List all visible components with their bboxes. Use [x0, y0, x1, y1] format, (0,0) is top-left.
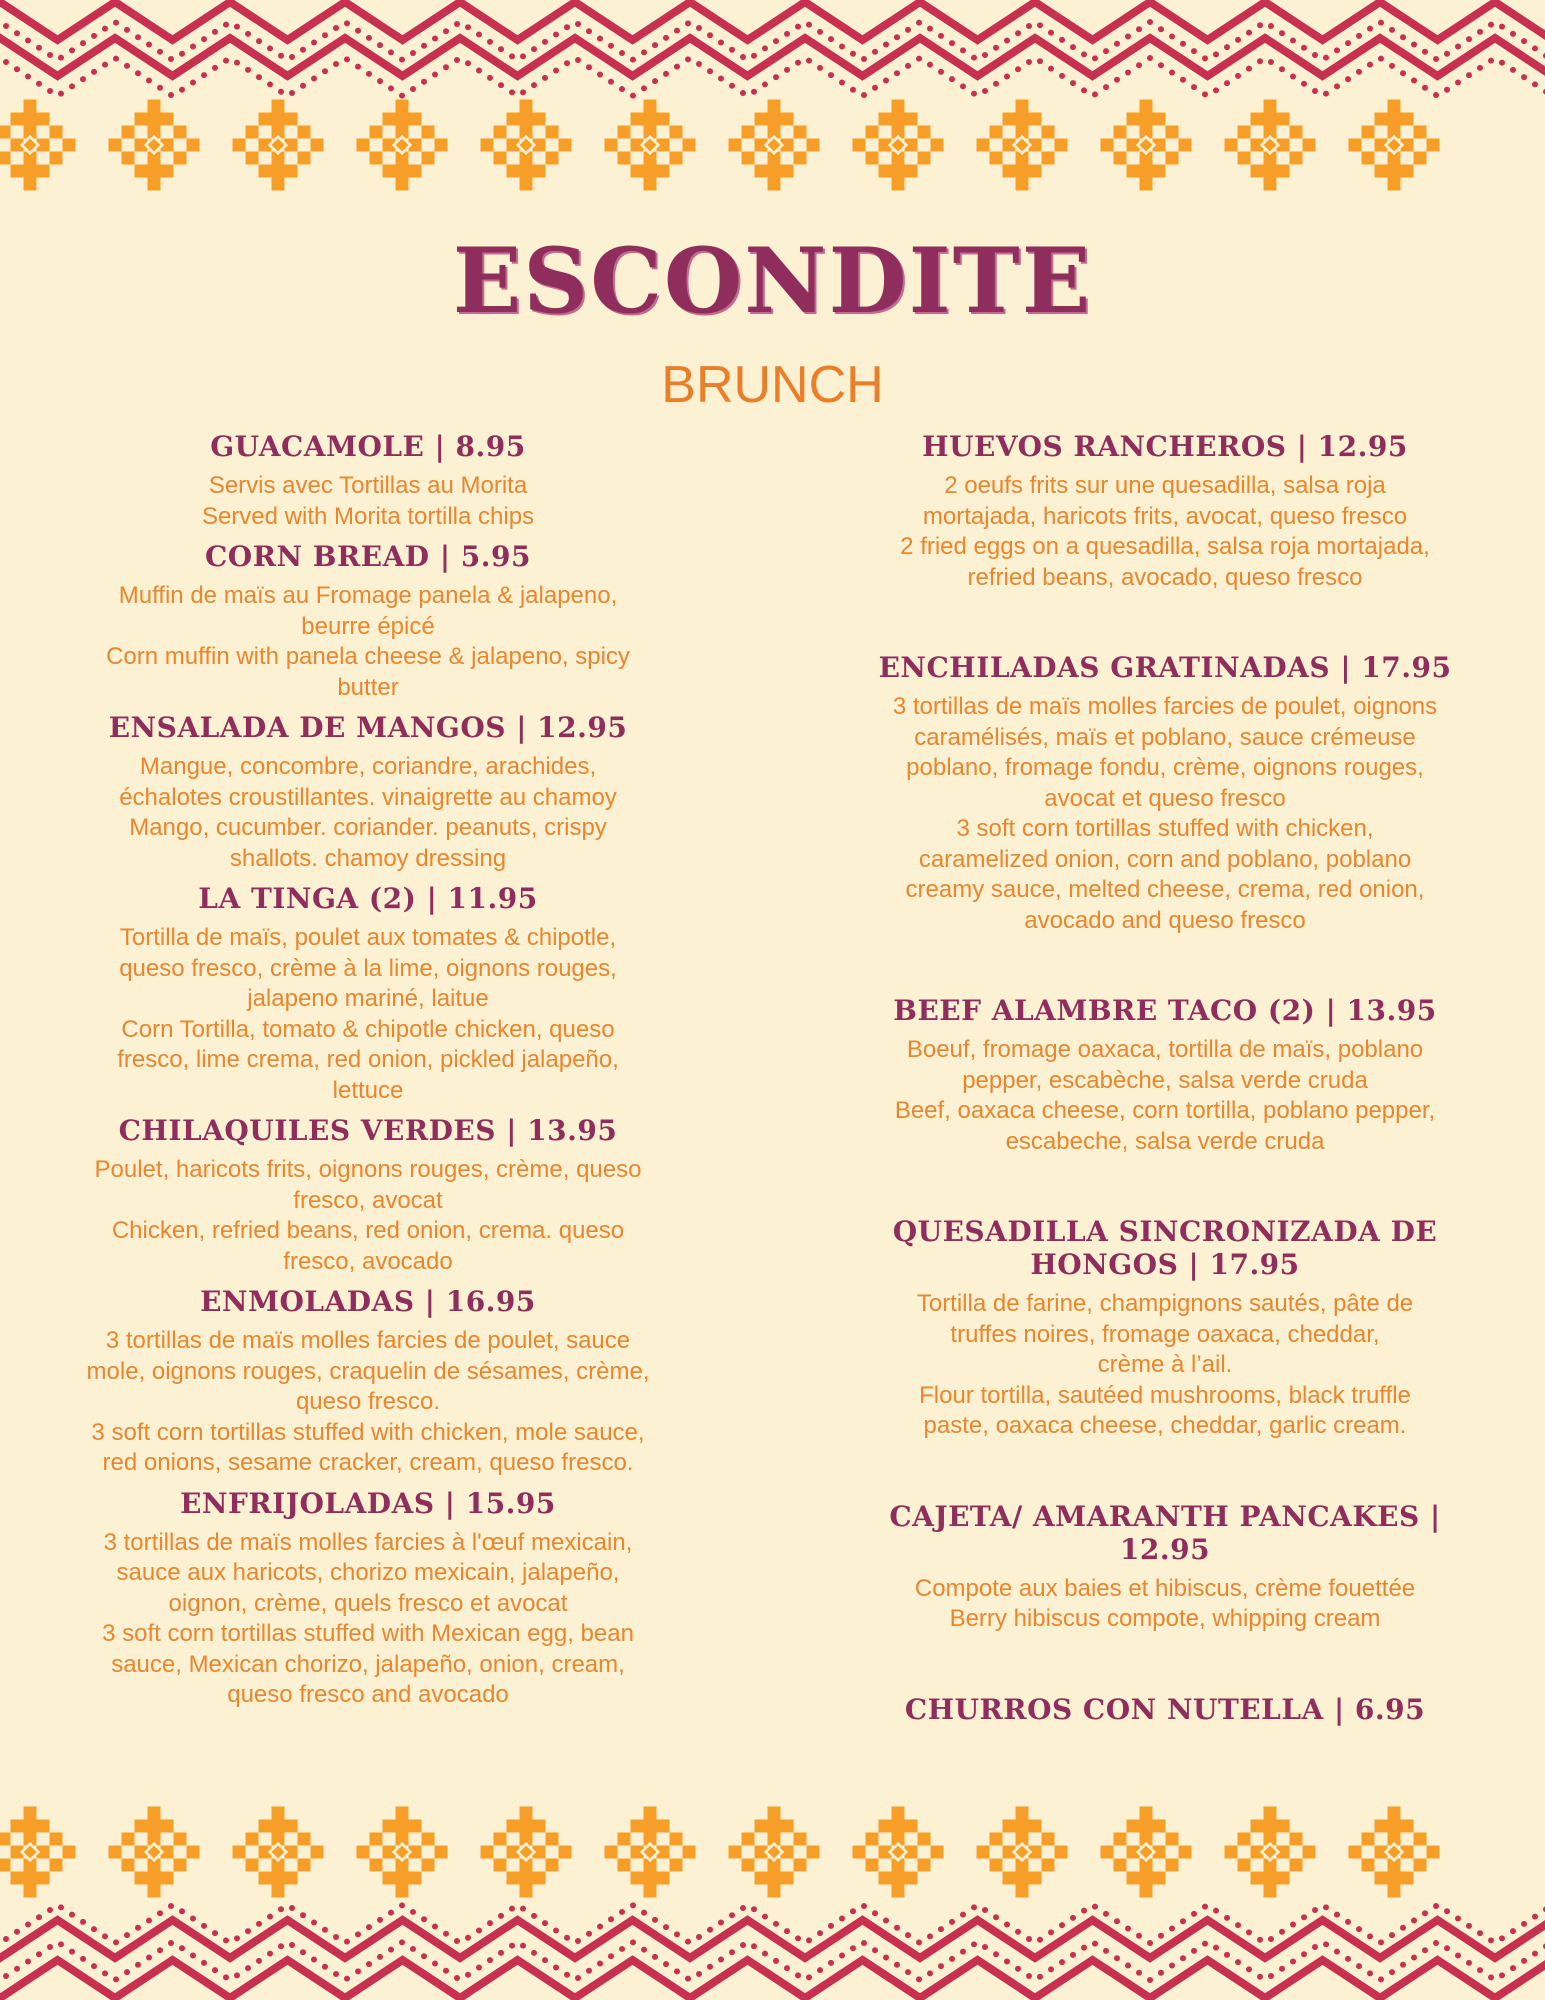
- menu-item-enfrijoladas: [68, 1487, 668, 1711]
- item-name: GUACAMOLE | 8.95: [210, 430, 526, 463]
- diamond-motif: [729, 1807, 820, 1898]
- item-name: CAJETA/ AMARANTH PANCAKES | 12.95: [889, 1499, 1441, 1566]
- item-description: 2 oeufs frits sur une quesadilla, salsa roja mortajada, haricots frits, avocat, queso fresco 2 fried eggs on a quesadilla, salsa roja mortajada, refried beans, avocado, queso fresco: [900, 472, 1430, 591]
- diamond-motif: [605, 100, 696, 191]
- menu-item-guacamole: [68, 430, 668, 532]
- item-description: Boeuf, fromage oaxaca, tortilla de maïs, poblano pepper, escabèche, salsa verde cruda Beef, oaxaca cheese, corn tortilla, poblano pepper, escabeche, salsa verde cruda: [894, 1036, 1436, 1155]
- menu-item-beef-alambre-taco: [865, 994, 1465, 1157]
- item-description: Mangue, concombre, coriandre, arachides, échalotes croustillantes. vinaigrette au chamoy Mango, cucumber. coriander. peanuts, crispy shallots. chamoy dressing: [119, 753, 617, 872]
- item-description: Tortilla de farine, champignons sautés, pâte de truffes noires, fromage oaxaca, cheddar, crème à l’ail. Flour tortilla, sautéed mushrooms, black truffle paste, oaxaca cheese, cheddar, garlic cream.: [916, 1290, 1414, 1439]
- diamond-motif: [481, 100, 572, 191]
- restaurant-name: ESCONDITE: [452, 228, 1093, 334]
- menu-column-left: [68, 430, 668, 1711]
- diamond-motif: [977, 100, 1068, 191]
- diamond-motif: [605, 1807, 696, 1898]
- diamond-motif: [1349, 100, 1440, 191]
- diamond-motif: [1225, 100, 1316, 191]
- diamond-motif: [233, 1807, 324, 1898]
- item-name: LA TINGA (2) | 11.95: [198, 882, 538, 915]
- diamond-motif: [109, 1807, 200, 1898]
- item-description: Poulet, haricots frits, oignons rouges, crème, queso fresco, avocat Chicken, refried beans, red onion, crema. queso fresco, avocado: [94, 1156, 642, 1275]
- diamond-motif: [1349, 1807, 1440, 1898]
- item-description: Tortilla de maïs, poulet aux tomates & chipotle, queso fresco, crème à la lime, oignons rouges, jalapeno mariné, laitue Corn Tortilla, tomato & chipotle chicken, queso fresco, lime crema, red onion, pickled jalapeño, lettuce: [117, 924, 619, 1104]
- diamond-motif: [109, 100, 200, 191]
- menu-item-enchiladas-gratinadas: [865, 651, 1465, 936]
- menu-item-chilaquiles-verdes: [68, 1114, 668, 1277]
- diamond-motif: [1225, 1807, 1316, 1898]
- menu-item-churros-con-nutella: [865, 1693, 1465, 1726]
- item-name: CHURROS CON NUTELLA | 6.95: [904, 1692, 1426, 1726]
- diamond-motif: [357, 1807, 448, 1898]
- item-name: ENFRIJOLADAS | 15.95: [180, 1486, 556, 1520]
- decorative-border-bottom: [0, 1800, 1545, 2000]
- diamond-motif: [0, 100, 76, 191]
- menu-subtitle: BRUNCH: [661, 356, 884, 414]
- diamond-motif: [0, 1807, 76, 1898]
- item-description: 3 tortillas de maïs molles farcies de poulet, oignons caramélisés, maïs et poblano, sauce crémeuse poblano, fromage fondu, crème, oignons rouges, avocat et queso fresco 3 soft corn tortillas stuffed with chicken, caramelized onion, corn and poblano, poblano creamy sauce, melted cheese, crema, red onion, avocado and queso fresco: [892, 693, 1438, 934]
- diamond-motif: [729, 100, 820, 191]
- diamond-motif: [1101, 100, 1192, 191]
- diamond-motif: [1101, 1807, 1192, 1898]
- diamond-motif: [481, 1807, 572, 1898]
- diamond-motif: [233, 100, 324, 191]
- diamond-motif: [853, 100, 944, 191]
- item-name: CHILAQUILES VERDES | 13.95: [118, 1114, 618, 1147]
- menu-item-cajeta-pancakes: [865, 1500, 1465, 1635]
- item-description: Muffin de maïs au Fromage panela & jalapeno, beurre épicé Corn muffin with panela cheese & jalapeno, spicy butter: [106, 582, 630, 701]
- menu-item-corn-bread: [68, 540, 668, 703]
- menu-item-quesadilla-sincronizada: [865, 1215, 1465, 1442]
- menu-item-ensalada-de-mangos: [68, 711, 668, 874]
- item-name: ENMOLADAS | 16.95: [200, 1285, 536, 1318]
- item-name: ENCHILADAS GRATINADAS | 17.95: [878, 651, 1452, 684]
- menu-column-right: [865, 430, 1465, 1726]
- diamond-motif: [977, 1807, 1068, 1898]
- item-name: ENSALADA DE MANGOS | 12.95: [108, 711, 628, 744]
- item-description: Servis avec Tortillas au Morita Served with Morita tortilla chips: [201, 472, 535, 530]
- item-description: Compote aux baies et hibiscus, crème fouettée Berry hibiscus compote, whipping cream: [914, 1574, 1416, 1632]
- decorative-border-top: [0, 0, 1545, 215]
- menu-item-enmoladas: [68, 1285, 668, 1479]
- item-description: 3 tortillas de maïs molles farcies de poulet, sauce mole, oignons rouges, craquelin de sésames, crème, queso fresco. 3 soft corn tortillas stuffed with chicken, mole sauce, red onions, sesame cracker, cream, queso fresco.: [86, 1327, 650, 1476]
- diamond-motif: [853, 1807, 944, 1898]
- item-name: CORN BREAD | 5.95: [205, 540, 531, 573]
- item-description: 3 tortillas de maïs molles farcies à l'œuf mexicain, sauce aux haricots, chorizo mexicain, jalapeño, oignon, crème, quels fresco et avocat 3 soft corn tortillas stuffed with Mexican egg, bean sauce, Mexican chorizo, jalapeño, onion, cream, queso fresco and avocado: [102, 1528, 634, 1708]
- item-name: BEEF ALAMBRE TACO (2) | 13.95: [893, 994, 1437, 1027]
- item-name: HUEVOS RANCHEROS | 12.95: [922, 430, 1408, 463]
- menu-item-la-tinga: [68, 882, 668, 1106]
- diamond-motif: [357, 100, 448, 191]
- menu-item-huevos-rancheros: [865, 430, 1465, 593]
- item-name: QUESADILLA SINCRONIZADA DE HONGOS | 17.95: [892, 1215, 1438, 1281]
